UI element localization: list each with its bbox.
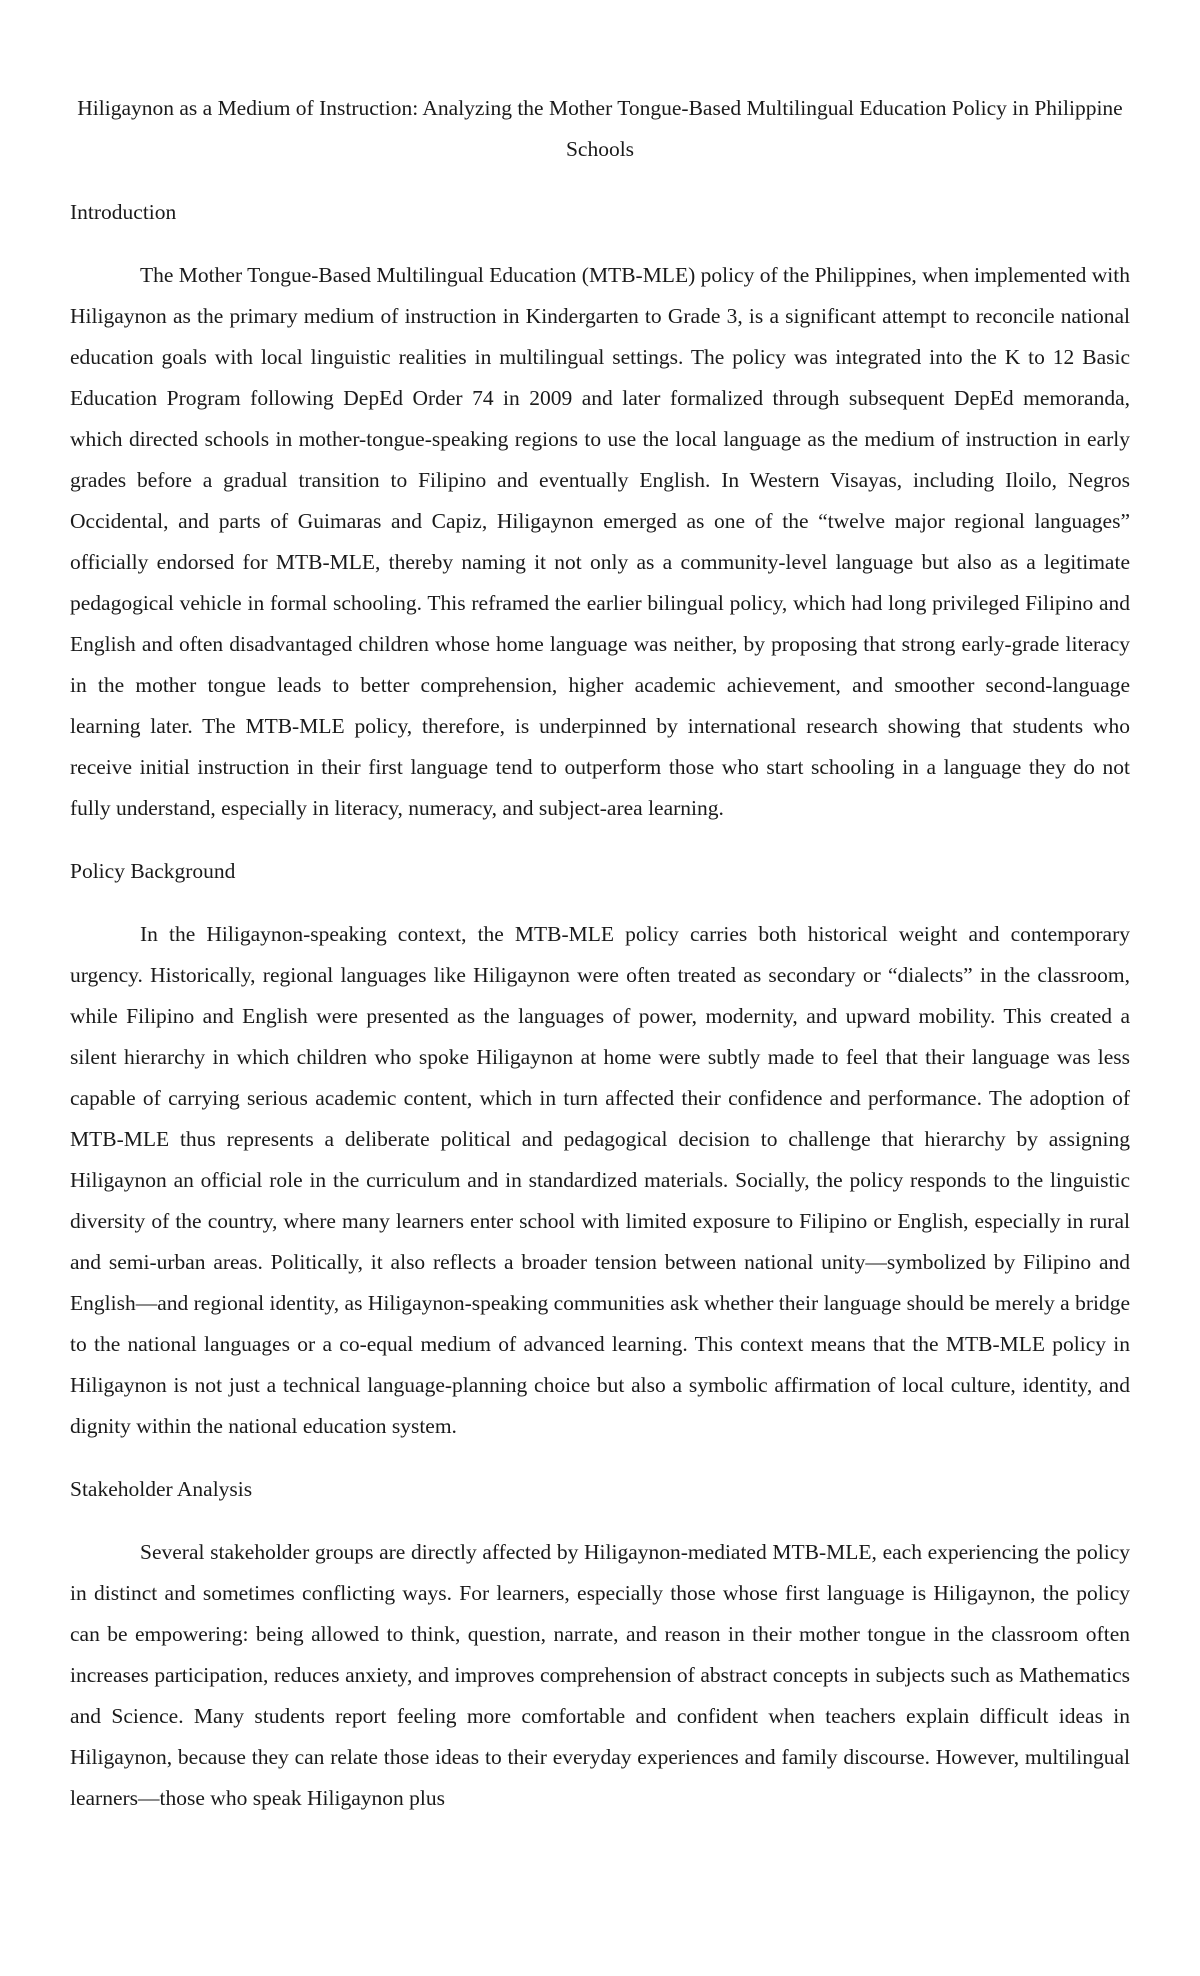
document-title: Hiligaynon as a Medium of Instruction: Analyzing the Mother Tongue-Based Multilingual Education Policy in Philippine Schools — [77, 96, 1123, 161]
section-introduction — [70, 192, 1130, 829]
section-heading-introduction: Introduction — [70, 200, 177, 224]
section-heading-policy-background: Policy Background — [70, 859, 236, 883]
document-page — [70, 88, 1130, 1841]
paragraph-introduction: The Mother Tongue-Based Multilingual Education (MTB-MLE) policy of the Philippines, when implemented with Hiligaynon as the primary medium of instruction in Kindergarten to Grade 3, is a significant attempt to reconcile national education goals with local linguistic realities in multilingual settings. The policy was integrated into the K to 12 Basic Education Program following DepEd Order 74 in 2009 and later formalized through subsequent DepEd memoranda, which directed schools in mother-tongue-speaking regions to use the local language as the medium of instruction in early grades before a gradual transition to Filipino and eventually English. In Western Visayas, including Iloilo, Negros Occidental, and parts of Guimaras and Capiz, Hiligaynon emerged as one of the “twelve major regional languages” officially endorsed for MTB-MLE, thereby naming it not only as a community-level language but also as a legitimate pedagogical vehicle in formal schooling. This reframed the earlier bilingual policy, which had long privileged Filipino and English and often disadvantaged children whose home language was neither, by proposing that strong early-grade literacy in the mother tongue leads to better comprehension, higher academic achievement, and smoother second-language learning later. The MTB-MLE policy, therefore, is underpinned by international research showing that students who receive initial instruction in their first language tend to outperform those who start schooling in a language they do not fully understand, especially in literacy, numeracy, and subject-area learning. — [70, 263, 1130, 820]
section-stakeholder-analysis — [70, 1469, 1130, 1819]
section-heading-stakeholder-analysis: Stakeholder Analysis — [70, 1477, 253, 1501]
paragraph-policy-background: In the Hiligaynon-speaking context, the MTB-MLE policy carries both historical weight and contemporary urgency. Historically, regional languages like Hiligaynon were often treated as secondary or “dialects” in the classroom, while Filipino and English were presented as the languages of power, modernity, and upward mobility. This created a silent hierarchy in which children who spoke Hiligaynon at home were subtly made to feel that their language was less capable of carrying serious academic content, which in turn affected their confidence and performance. The adoption of MTB-MLE thus represents a deliberate political and pedagogical decision to challenge that hierarchy by assigning Hiligaynon an official role in the curriculum and in standardized materials. Socially, the policy responds to the linguistic diversity of the country, where many learners enter school with limited exposure to Filipino or English, especially in rural and semi-urban areas. Politically, it also reflects a broader tension between national unity—symbolized by Filipino and English—and regional identity, as Hiligaynon-speaking communities ask whether their language should be merely a bridge to the national languages or a co-equal medium of advanced learning. This context means that the MTB-MLE policy in Hiligaynon is not just a technical language-planning choice but also a symbolic affirmation of local culture, identity, and dignity within the national education system. — [70, 922, 1130, 1438]
paragraph-stakeholder-analysis: Several stakeholder groups are directly affected by Hiligaynon-mediated MTB-MLE, each experiencing the policy in distinct and sometimes conflicting ways. For learners, especially those whose first language is Hiligaynon, the policy can be empowering: being allowed to think, question, narrate, and reason in their mother tongue in the classroom often increases participation, reduces anxiety, and improves comprehension of abstract concepts in subjects such as Mathematics and Science. Many students report feeling more comfortable and confident when teachers explain difficult ideas in Hiligaynon, because they can relate those ideas to their everyday experiences and family discourse. However, multilingual learners—those who speak Hiligaynon plus — [70, 1540, 1130, 1810]
section-policy-background — [70, 851, 1130, 1447]
